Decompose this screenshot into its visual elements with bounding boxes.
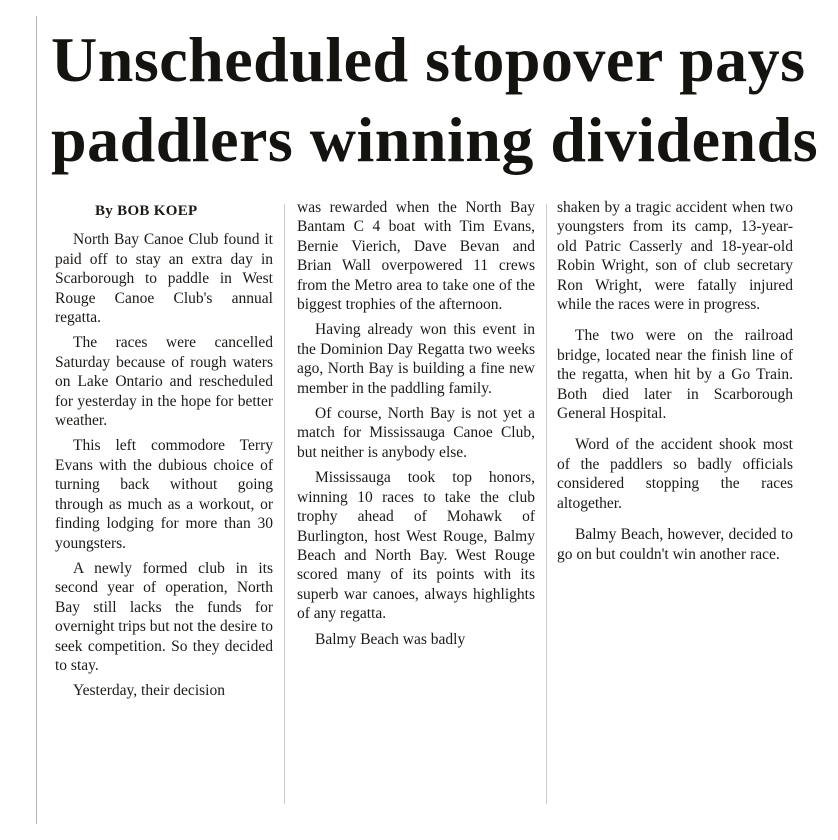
paragraph: This left commodore Terry Evans with the dubious choice of turning back without going through as much as a workout, or finding lodging for more than 30 youngsters. [55,437,273,552]
article-column-1 [55,202,273,707]
article-column-3 [557,198,793,576]
paragraph: Mississauga took top honors, winning 10 races to take the club trophy ahead of Mohawk of Burlington, host West Rouge, Balmy Beach and North Bay. West Rouge scored many of its points with its superb war canoes, always highlights of any regatta. [297,469,535,623]
paragraph: shaken by a tragic accident when two youngsters from its camp, 13-year-old Patric Casserly and 18-year-old Robin Wright, son of club secretary Ron Wright, were fatally injured while the races were in progress. [557,199,793,314]
newspaper-clipping [36,16,817,824]
column-rule [546,204,547,804]
paragraph: Balmy Beach was badly [315,630,466,648]
byline: By BOB KOEP [95,203,198,219]
article-column-2 [297,198,535,655]
paragraph: A newly formed club in its second year of operation, North Bay still lacks the funds for overnight trips but not the desire to seek competition. So they decided to stay. [55,559,273,674]
paragraph: Of course, North Bay is not yet a match for Mississauga Canoe Club, but neither is anybody else. [297,405,535,461]
paragraph: The races were cancelled Saturday because of rough waters on Lake Ontario and rescheduled for yesterday in the hope for better weather. [55,334,273,430]
paragraph: Having already won this event in the Dominion Day Regatta two weeks ago, North Bay is building a fine new member in the paddling family. [297,321,535,397]
column-rule [284,204,285,804]
paragraph: Balmy Beach, however, decided to go on but couldn't win another race. [557,526,793,563]
paragraph: North Bay Canoe Club found it paid off to stay an extra day in Scarborough to paddle in West Rouge Canoe Club's annual regatta. [55,231,273,327]
paragraph: was rewarded when the North Bay Bantam C 4 boat with Tim Evans, Bernie Vierich, Dave Bevan and Brian Wall overpowered 11 crews from the Metro area to take one of the biggest trophies of the afternoon. [297,199,535,314]
paragraph: Yesterday, their decision [73,682,225,700]
headline-line-2: paddlers winning dividends [51,104,819,175]
headline [51,20,819,180]
paragraph: The two were on the railroad bridge, located near the finish line of the regatta, when hit by a Go Train. Both died later in Scarborough General Hospital. [557,327,793,423]
paragraph: Word of the accident shook most of the paddlers so badly officials considered stopping the races altogether. [557,436,793,512]
headline-line-1: Unscheduled stopover pays [51,24,806,95]
